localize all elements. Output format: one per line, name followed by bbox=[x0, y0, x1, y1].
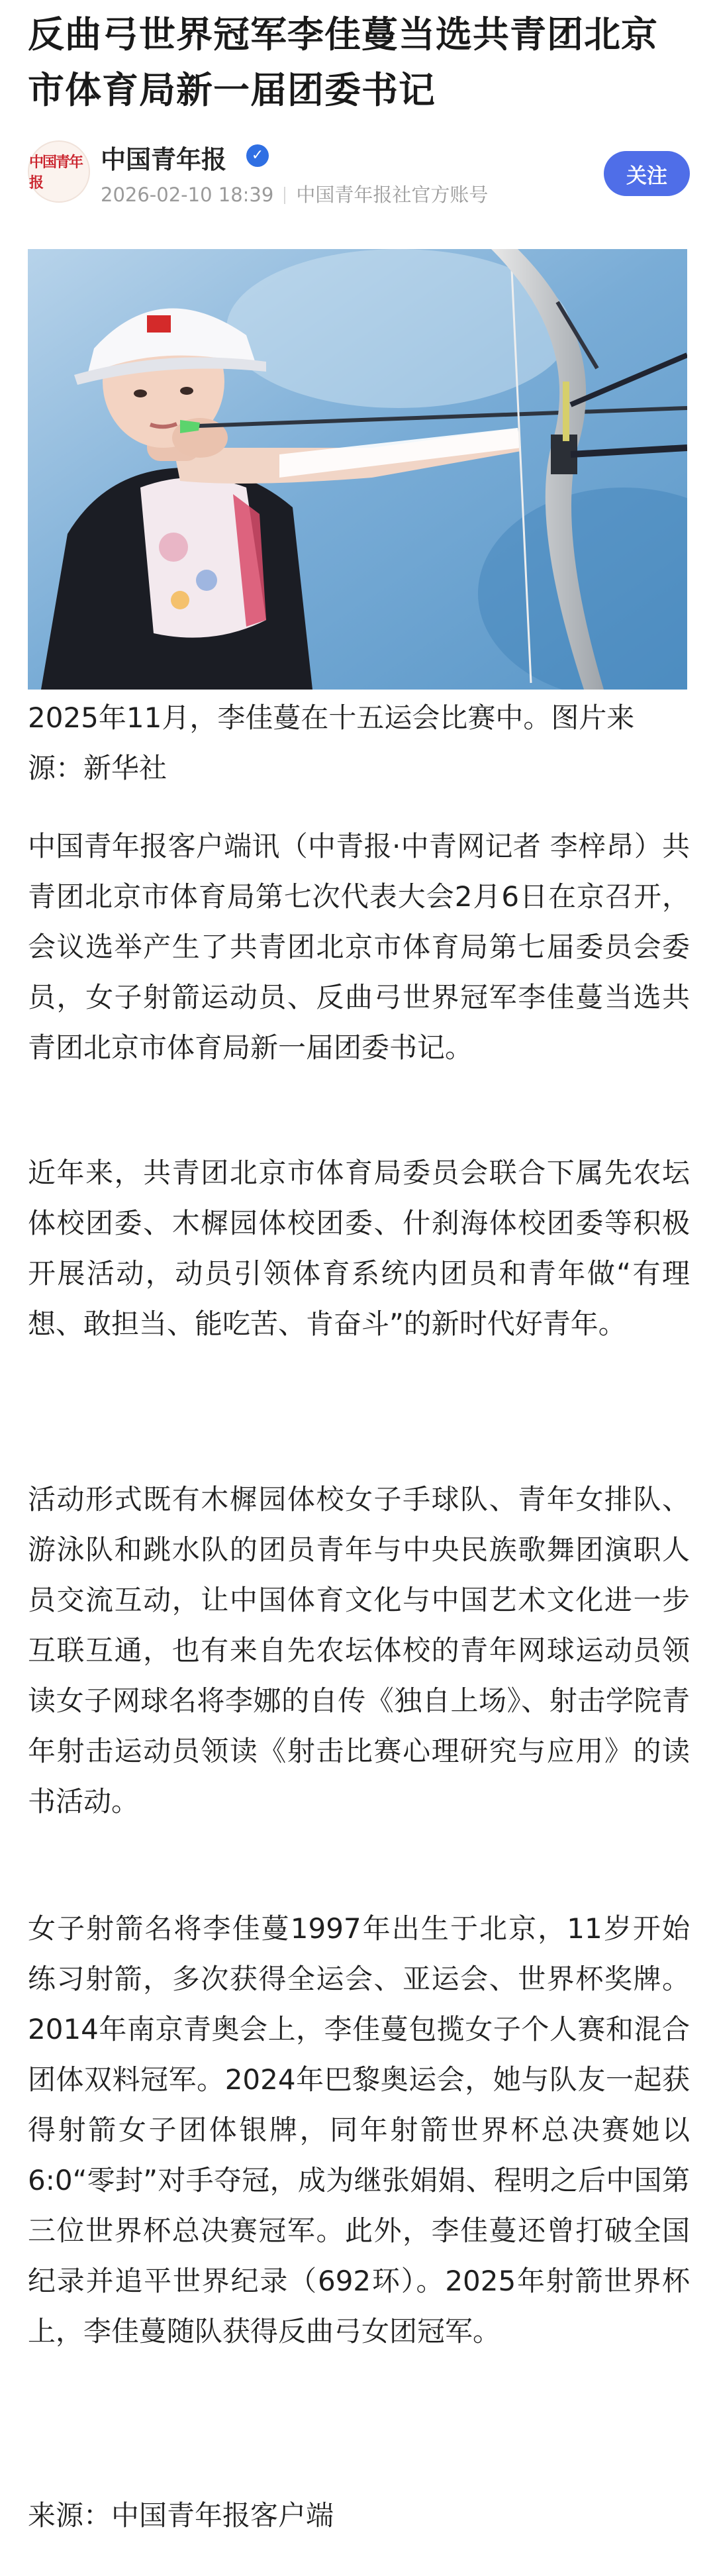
avatar-logo-text: 中国青年报 bbox=[29, 154, 83, 191]
author-row bbox=[28, 138, 690, 211]
account-description: 中国青年报社官方账号 bbox=[296, 183, 489, 206]
author-name[interactable]: 中国青年报 bbox=[101, 145, 227, 174]
post-meta bbox=[101, 180, 488, 207]
archer-photo-illustration bbox=[28, 249, 687, 690]
paragraph-4: 女子射箭名将李佳蔓1997年出生于北京，11岁开始练习射箭，多次获得全运会、亚运会、世界杯奖牌。2014年南京青奥会上，李佳蔓包揽女子个人赛和混合团体双料冠军。2024年巴黎奥运会，她与队友一起获得射箭女子团体银牌，同年射箭世界杯总决赛她以6:0“零封”对手夺冠，成为继张娟娟、程明之后中国第三位世界杯总决赛冠军。此外，李佳蔓还曾打破全国纪录并追平世界纪录（692环）。2025年射箭世界杯上，李佳蔓随队获得反曲弓女团冠军。 bbox=[28, 1912, 690, 2347]
photo-caption: 2025年11月，李佳蔓在十五运会比赛中。图片来源：新华社 bbox=[28, 701, 635, 784]
article-title: 反曲弓世界冠军李佳蔓当选共青团北京市体育局新一届团委书记 bbox=[28, 13, 659, 111]
meta-divider bbox=[284, 187, 285, 204]
post-datetime: 2026-02-10 18:39 bbox=[101, 183, 274, 206]
avatar[interactable] bbox=[28, 140, 90, 203]
paragraph-1: 中国青年报客户端讯（中青报·中青网记者 李梓昂）共青团北京市体育局第七次代表大会2月6日在京召开，会议选举产生了共青团北京市体育局第七届委员会委员，女子射箭运动员、反曲弓世界冠军李佳蔓当选共青团北京市体育局新一届团委书记。 bbox=[28, 830, 690, 1064]
paragraph-3: 活动形式既有木樨园体校女子手球队、青年女排队、游泳队和跳水队的团员青年与中央民族歌舞团演职人员交流互动，让中国体育文化与中国艺术文化进一步互联互通，也有来自先农坛体校的青年网球运动员领读女子网球名将李娜的自传《独自上场》、射击学院青年射击运动员领读《射击比赛心理研究与应用》的读书活动。 bbox=[28, 1483, 690, 1818]
article-photo[interactable] bbox=[28, 249, 687, 690]
article-source: 来源：中国青年报客户端 bbox=[28, 2499, 334, 2532]
paragraph-2: 近年来，共青团北京市体育局委员会联合下属先农坛体校团委、木樨园体校团委、什刹海体校团委等积极开展活动，动员引领体育系统内团员和青年做“有理想、敢担当、能吃苦、肯奋斗”的新时代好青年。 bbox=[28, 1157, 690, 1340]
verified-check-icon: ✓ bbox=[246, 144, 269, 167]
follow-button[interactable]: 关注 bbox=[604, 151, 690, 196]
